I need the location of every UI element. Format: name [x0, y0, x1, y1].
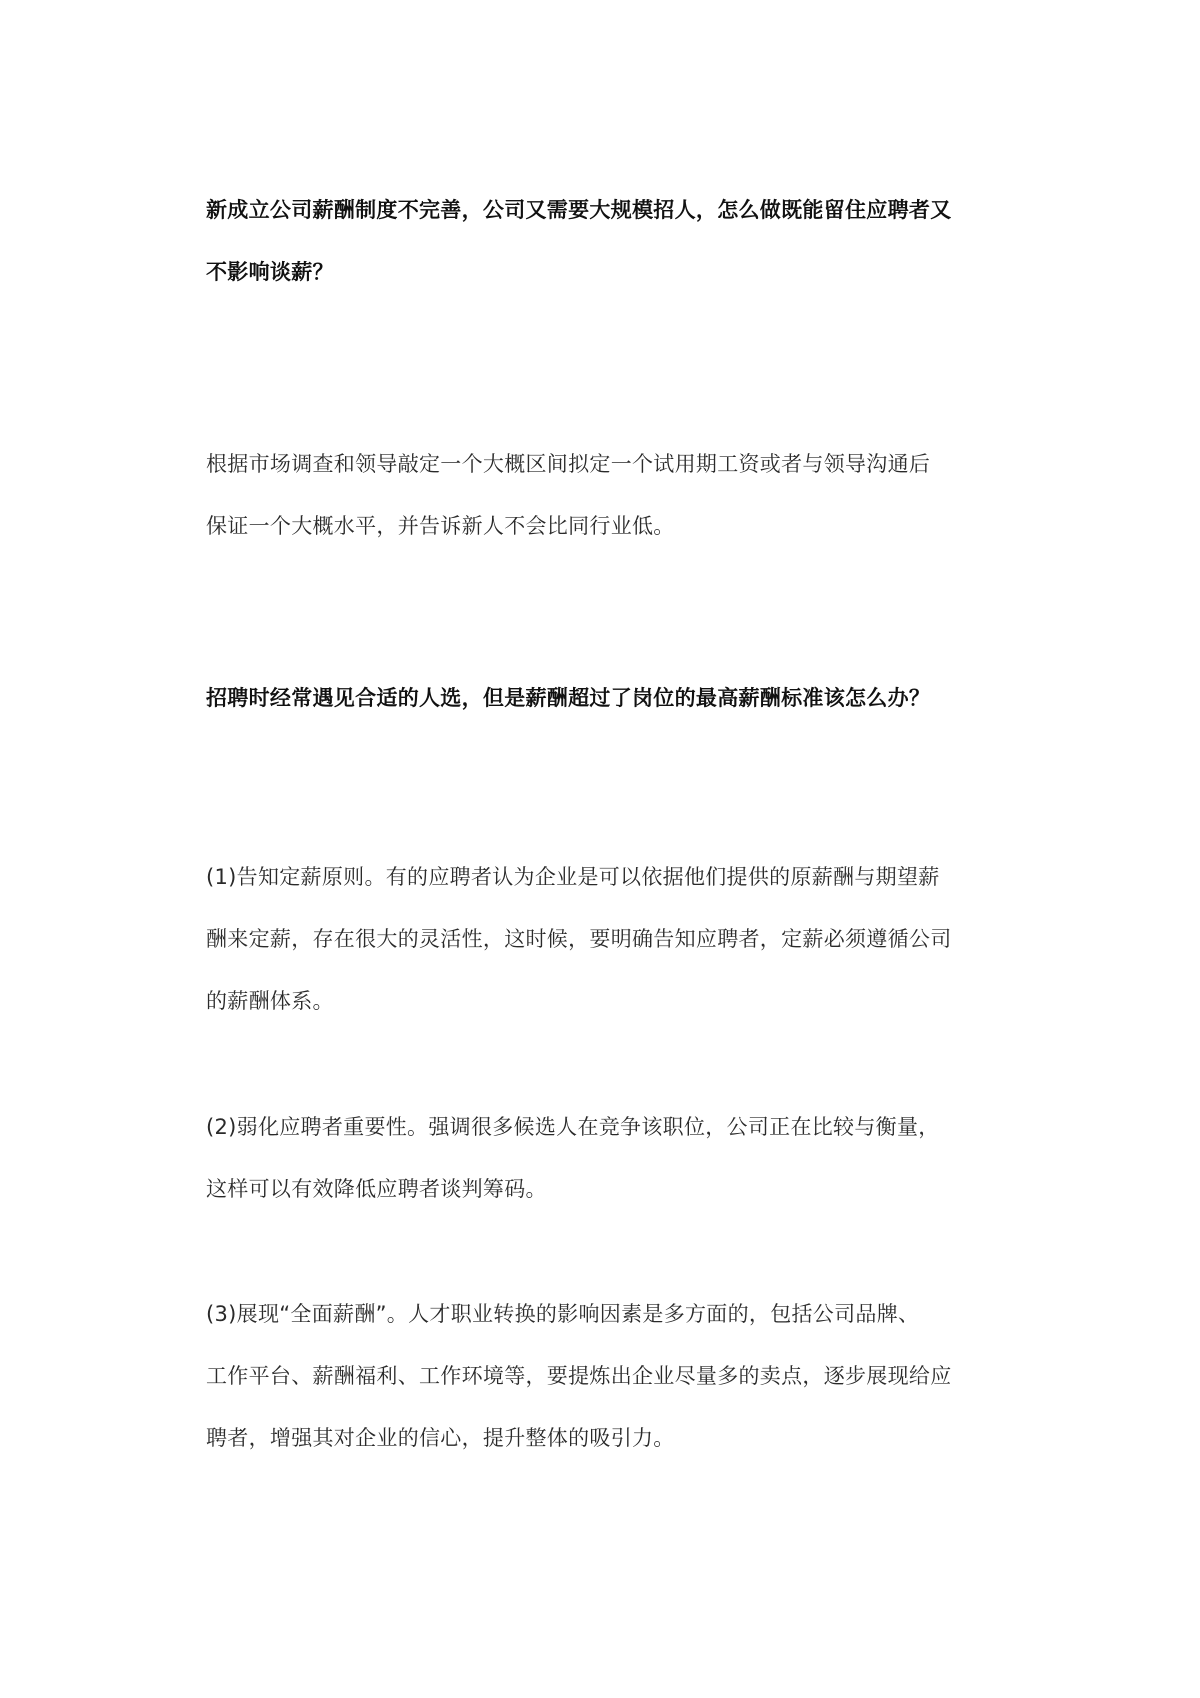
text-line: 聘者，增强其对企业的信心，提升整体的吸引力。 [206, 1426, 675, 1450]
question-heading-2 [206, 667, 1006, 729]
text-line: 根据市场调查和领导敲定一个大概区间拟定一个试用期工资或者与领导沟通后 [206, 452, 931, 476]
answer-point-3 [206, 1283, 1006, 1469]
answer-point-1 [206, 846, 1006, 1032]
text-line: (3)展现“全面薪酬”。人才职业转换的影响因素是多方面的，包括公司品牌、 [206, 1302, 920, 1326]
text-line: 这样可以有效降低应聘者谈判筹码。 [206, 1177, 547, 1201]
text-line: (1)告知定薪原则。有的应聘者认为企业是可以依据他们提供的原薪酬与期望薪 [206, 865, 940, 889]
text-line: 酬来定薪，存在很大的灵活性，这时候，要明确告知应聘者，定薪必须遵循公司 [206, 927, 952, 951]
text-line: 工作平台、薪酬福利、工作环境等，要提炼出企业尽量多的卖点，逐步展现给应 [206, 1364, 952, 1388]
text-line: 不影响谈薪？ [206, 260, 334, 284]
text-line: 保证一个大概水平，并告诉新人不会比同行业低。 [206, 514, 675, 538]
answer-paragraph-1 [206, 433, 1006, 557]
question-heading-1 [206, 179, 1006, 303]
text-line: 的薪酬体系。 [206, 989, 334, 1013]
answer-point-2 [206, 1096, 1006, 1220]
text-line: 新成立公司薪酬制度不完善，公司又需要大规模招人，怎么做既能留住应聘者又 [206, 198, 952, 222]
text-line: 招聘时经常遇见合适的人选，但是薪酬超过了岗位的最高薪酬标准该怎么办？ [206, 686, 931, 710]
text-line: (2)弱化应聘者重要性。强调很多候选人在竞争该职位，公司正在比较与衡量， [206, 1115, 940, 1139]
